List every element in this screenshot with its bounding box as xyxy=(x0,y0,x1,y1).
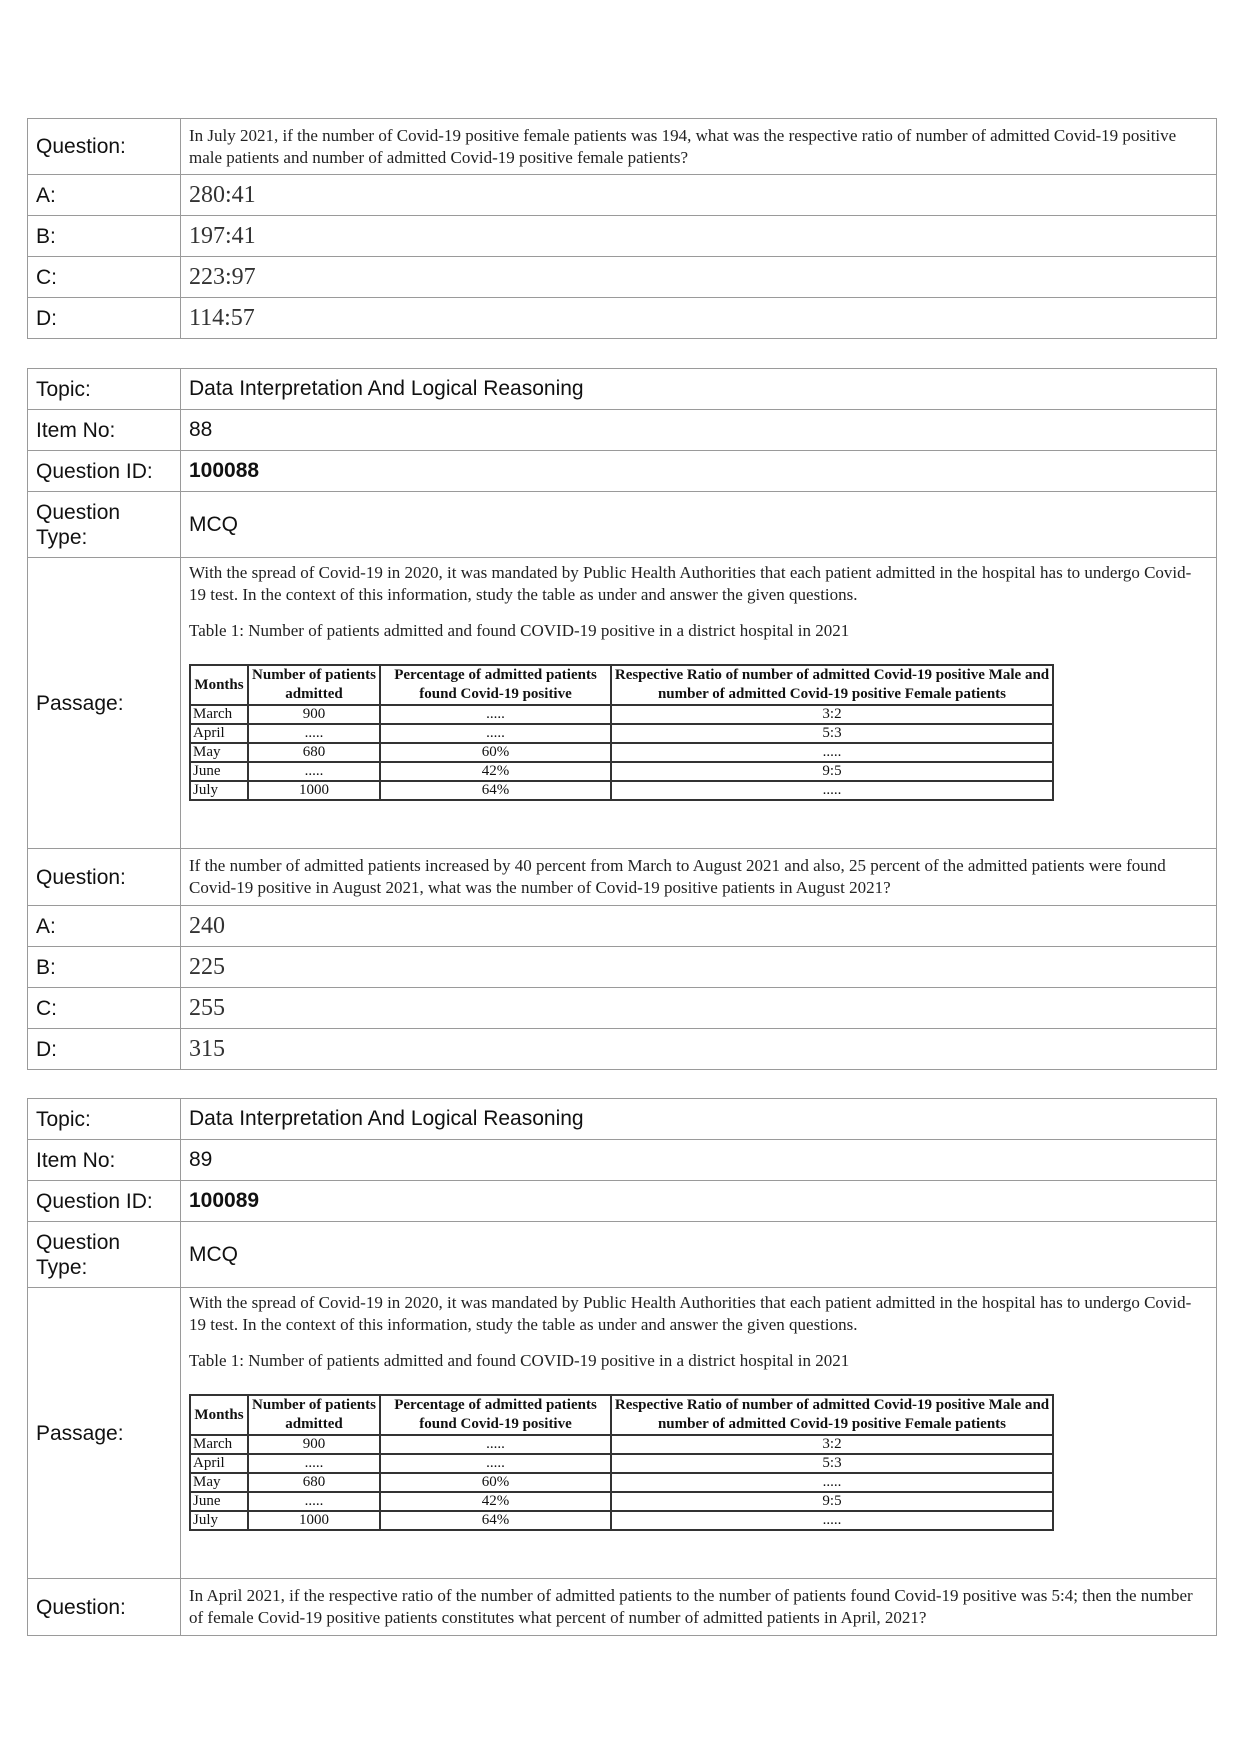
option-d-value[interactable]: 114:57 xyxy=(181,298,1217,339)
cell-ratio: ..... xyxy=(611,1473,1053,1492)
cell-ratio: 5:3 xyxy=(611,724,1053,743)
passage-row xyxy=(28,558,1217,849)
cell-admitted: 680 xyxy=(248,743,380,762)
option-a-label: A: xyxy=(28,906,181,947)
passage-intro: With the spread of Covid-19 in 2020, it was mandated by Public Health Authorities that each patient admitted in the hospital has to undergo Covid-19 test. In the context of this information, study the table as under and answer the given questions. xyxy=(189,1293,1192,1334)
option-b-value[interactable]: 225 xyxy=(181,947,1217,988)
question-label: Question: xyxy=(28,1579,181,1636)
cell-month: March xyxy=(190,1435,248,1454)
table-row xyxy=(190,1473,1053,1492)
option-b-row[interactable] xyxy=(28,216,1217,257)
table-row xyxy=(190,743,1053,762)
option-b-label: B: xyxy=(28,216,181,257)
option-d-label: D: xyxy=(28,1029,181,1070)
option-b-label: B: xyxy=(28,947,181,988)
table-row xyxy=(190,705,1053,724)
item-no-value: 89 xyxy=(181,1140,1217,1181)
topic-label: Topic: xyxy=(28,1099,181,1140)
cell-percentage: 42% xyxy=(380,762,611,781)
cell-percentage: ..... xyxy=(380,1435,611,1454)
item-no-value: 88 xyxy=(181,410,1217,451)
option-c-value[interactable]: 255 xyxy=(181,988,1217,1029)
item-no-label: Item No: xyxy=(28,410,181,451)
table-row xyxy=(190,1435,1053,1454)
option-a-value[interactable]: 240 xyxy=(181,906,1217,947)
topic-value: Data Interpretation And Logical Reasoning xyxy=(181,369,1217,410)
header-months: Months xyxy=(190,665,248,705)
question-block-89 xyxy=(27,1098,1217,1636)
option-c-label: C: xyxy=(28,988,181,1029)
question-block-continued xyxy=(27,118,1217,339)
table-row xyxy=(190,1511,1053,1530)
cell-percentage: 64% xyxy=(380,1511,611,1530)
data-table xyxy=(189,664,1054,801)
question-text: In July 2021, if the number of Covid-19 positive female patients was 194, what was the respective ratio of number of admitted Covid-19 positive male patients and number of admitted Covid-19 positive female patients? xyxy=(181,119,1217,175)
passage-content xyxy=(181,1288,1217,1579)
data-table-header xyxy=(190,1395,1053,1435)
cell-ratio: ..... xyxy=(611,781,1053,800)
header-admitted: Number of patients admitted xyxy=(248,665,380,705)
topic-value: Data Interpretation And Logical Reasoning xyxy=(181,1099,1217,1140)
option-a-label: A: xyxy=(28,175,181,216)
cell-month: June xyxy=(190,1492,248,1511)
topic-row xyxy=(28,1099,1217,1140)
cell-percentage: 42% xyxy=(380,1492,611,1511)
data-table xyxy=(189,1394,1054,1531)
cell-admitted: 680 xyxy=(248,1473,380,1492)
option-d-row[interactable] xyxy=(28,1029,1217,1070)
cell-month: May xyxy=(190,1473,248,1492)
option-c-row[interactable] xyxy=(28,257,1217,298)
cell-percentage: ..... xyxy=(380,705,611,724)
item-no-row xyxy=(28,410,1217,451)
item-no-label: Item No: xyxy=(28,1140,181,1181)
question-id-label: Question ID: xyxy=(28,1181,181,1222)
header-percentage: Percentage of admitted patients found Covid-19 positive xyxy=(380,1395,611,1435)
cell-percentage: 60% xyxy=(380,743,611,762)
cell-month: May xyxy=(190,743,248,762)
question-id-value: 100088 xyxy=(181,451,1217,492)
cell-admitted: 1000 xyxy=(248,1511,380,1530)
passage-label: Passage: xyxy=(28,1288,181,1579)
cell-ratio: 3:2 xyxy=(611,705,1053,724)
question-type-label: Question Type: xyxy=(28,1222,181,1288)
cell-ratio: 9:5 xyxy=(611,1492,1053,1511)
option-d-label: D: xyxy=(28,298,181,339)
option-c-label: C: xyxy=(28,257,181,298)
table-row xyxy=(190,781,1053,800)
cell-admitted: ..... xyxy=(248,724,380,743)
question-row xyxy=(28,849,1217,906)
table-row xyxy=(190,724,1053,743)
header-months: Months xyxy=(190,1395,248,1435)
question-type-value: MCQ xyxy=(181,492,1217,558)
question-type-row xyxy=(28,492,1217,558)
question-type-value: MCQ xyxy=(181,1222,1217,1288)
passage-label: Passage: xyxy=(28,558,181,849)
header-ratio: Respective Ratio of number of admitted Covid-19 positive Male and number of admitted Covid-19 positive Female patients xyxy=(611,665,1053,705)
option-c-row[interactable] xyxy=(28,988,1217,1029)
passage-content xyxy=(181,558,1217,849)
header-ratio: Respective Ratio of number of admitted Covid-19 positive Male and number of admitted Covid-19 positive Female patients xyxy=(611,1395,1053,1435)
option-d-value[interactable]: 315 xyxy=(181,1029,1217,1070)
data-table-header xyxy=(190,665,1053,705)
option-b-row[interactable] xyxy=(28,947,1217,988)
cell-ratio: ..... xyxy=(611,1511,1053,1530)
cell-month: June xyxy=(190,762,248,781)
topic-row xyxy=(28,369,1217,410)
passage-row xyxy=(28,1288,1217,1579)
header-admitted: Number of patients admitted xyxy=(248,1395,380,1435)
header-percentage: Percentage of admitted patients found Covid-19 positive xyxy=(380,665,611,705)
cell-admitted: 900 xyxy=(248,1435,380,1454)
question-block-88 xyxy=(27,368,1217,1070)
cell-percentage: 64% xyxy=(380,781,611,800)
cell-month: April xyxy=(190,724,248,743)
table-caption: Table 1: Number of patients admitted and found COVID-19 positive in a district hospital in 2021 xyxy=(189,621,850,640)
cell-admitted: ..... xyxy=(248,1492,380,1511)
option-b-value[interactable]: 197:41 xyxy=(181,216,1217,257)
cell-ratio: 5:3 xyxy=(611,1454,1053,1473)
cell-month: April xyxy=(190,1454,248,1473)
question-label: Question: xyxy=(28,119,181,175)
passage-intro: With the spread of Covid-19 in 2020, it was mandated by Public Health Authorities that each patient admitted in the hospital has to undergo Covid-19 test. In the context of this information, study the table as under and answer the given questions. xyxy=(189,563,1192,604)
option-c-value[interactable]: 223:97 xyxy=(181,257,1217,298)
cell-month: July xyxy=(190,1511,248,1530)
cell-ratio: ..... xyxy=(611,743,1053,762)
table-row xyxy=(190,1454,1053,1473)
option-d-row[interactable] xyxy=(28,298,1217,339)
cell-admitted: ..... xyxy=(248,1454,380,1473)
question-label: Question: xyxy=(28,849,181,906)
question-id-label: Question ID: xyxy=(28,451,181,492)
cell-percentage: 60% xyxy=(380,1473,611,1492)
topic-label: Topic: xyxy=(28,369,181,410)
cell-admitted: 1000 xyxy=(248,781,380,800)
question-type-label: Question Type: xyxy=(28,492,181,558)
question-row xyxy=(28,1579,1217,1636)
question-text: In April 2021, if the respective ratio of the number of admitted patients to the number of patients found Covid-19 positive was 5:4; then the number of female Covid-19 positive patients constitutes what percent of number of admitted patients in April, 2021? xyxy=(181,1579,1217,1636)
cell-admitted: ..... xyxy=(248,762,380,781)
cell-month: July xyxy=(190,781,248,800)
table-caption: Table 1: Number of patients admitted and found COVID-19 positive in a district hospital in 2021 xyxy=(189,1351,850,1370)
cell-ratio: 3:2 xyxy=(611,1435,1053,1454)
item-no-row xyxy=(28,1140,1217,1181)
question-row xyxy=(28,119,1217,175)
table-row xyxy=(190,1492,1053,1511)
cell-month: March xyxy=(190,705,248,724)
cell-percentage: ..... xyxy=(380,724,611,743)
cell-percentage: ..... xyxy=(380,1454,611,1473)
option-a-value[interactable]: 280:41 xyxy=(181,175,1217,216)
cell-ratio: 9:5 xyxy=(611,762,1053,781)
cell-admitted: 900 xyxy=(248,705,380,724)
table-row xyxy=(190,762,1053,781)
question-text: If the number of admitted patients increased by 40 percent from March to August 2021 and also, 25 percent of the admitted patients were found Covid-19 positive in August 2021, what was the number of Covid-19 positive patients in August 2021? xyxy=(181,849,1217,906)
question-id-row xyxy=(28,451,1217,492)
option-a-row[interactable] xyxy=(28,906,1217,947)
question-type-row xyxy=(28,1222,1217,1288)
option-a-row[interactable] xyxy=(28,175,1217,216)
question-id-value: 100089 xyxy=(181,1181,1217,1222)
question-id-row xyxy=(28,1181,1217,1222)
